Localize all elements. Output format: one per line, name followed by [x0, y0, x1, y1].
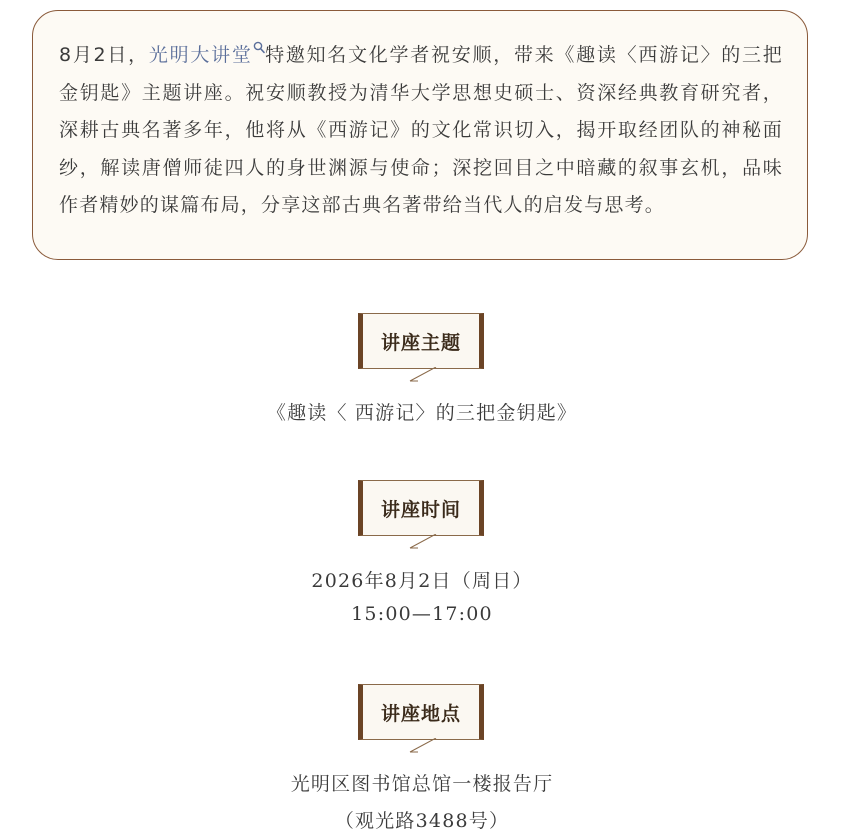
speech-pointer-icon [408, 738, 440, 754]
search-icon[interactable] [253, 41, 265, 57]
time-header-label: 讲座时间 [380, 498, 461, 521]
intro-box [32, 10, 808, 260]
time-header [358, 480, 484, 536]
speech-pointer-icon [408, 367, 440, 383]
guangming-lecture-link[interactable]: 光明大讲堂 [148, 44, 253, 66]
intro-paragraph [59, 37, 783, 225]
location-header-label: 讲座地点 [380, 702, 461, 725]
topic-value: 《趣读〈 西游记〉的三把金钥匙》 [266, 402, 578, 424]
speech-pointer-icon [408, 534, 440, 550]
intro-body: 特邀知名文化学者祝安顺，带来《趣读〈西游记〉的三把金钥匙》主题讲座。祝安顺教授为清华大学思想史硕士、资深经典教育研究者，深耕古典名著多年，他将从《西游记》的文化常识切入，揭开取经团队的神秘面纱，解读唐僧师徒四人的身世渊源与使命；深挖回目之中暗藏的叙事玄机，品味作者精妙的谋篇布局，分享这部古典名著带给当代人的启发与思考。 [59, 44, 783, 216]
topic-header-label: 讲座主题 [380, 331, 461, 354]
time-date: 2026年8月2日（周日） [311, 570, 533, 592]
intro-date: 8月2日， [59, 44, 149, 66]
topic-header [358, 313, 484, 369]
time-hours: 15:00—17:00 [351, 603, 493, 625]
location-address: （观光路3488号） [334, 810, 510, 832]
location-venue: 光明区图书馆总馆一楼报告厅 [290, 773, 554, 795]
location-header [358, 684, 484, 740]
